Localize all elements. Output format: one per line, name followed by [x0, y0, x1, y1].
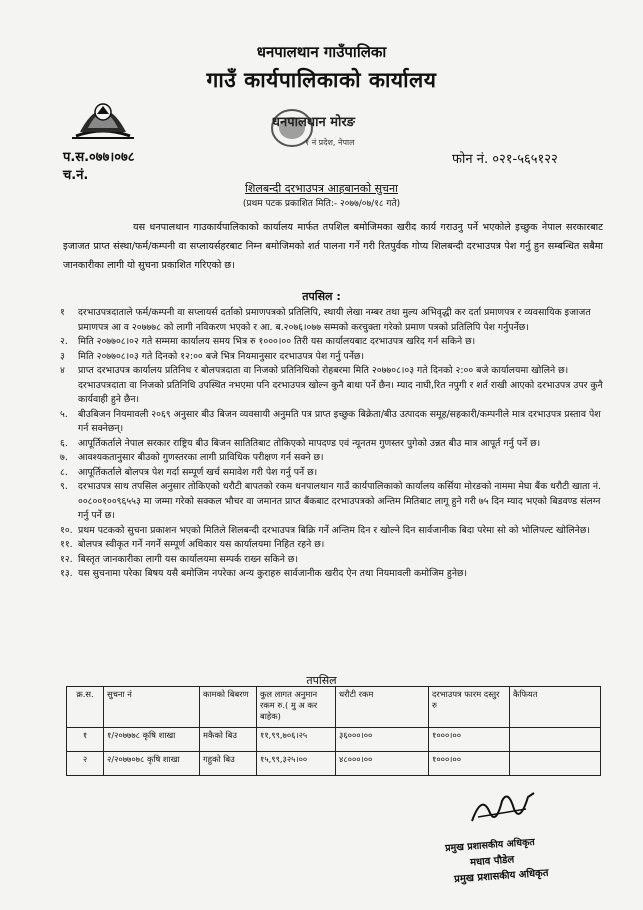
table-row [67, 728, 601, 752]
condition-text: दरभाउपत्रदाताले फर्म/कम्पनी वा सप्लायर्स दर्ताको प्रमाणपत्रको प्रतिलिपि, स्थायी लेखा नम्बर तथा मुल्य अभिवृद्धी कर दर्ता प्रमाणपत्र र व्यवसायिक इजाजत प्रमाणपत्र आ व २०७७७८ को लागी नविकरण भएको र आ. ब.२०७६।०७७ सम्मको करचुक्ता गरेको प्रमाण पत्रको प्रतिलिपि पेश गर्नुपर्नेछ। [78, 307, 591, 333]
col-header-sn: क्र.स. [67, 687, 104, 728]
condition-item [60, 480, 606, 524]
cell-sn: २ [67, 752, 104, 776]
condition-number: ६. [60, 437, 68, 449]
condition-item [60, 437, 606, 452]
phone-number: फोन नं. ०२१-५६५१२२ [452, 152, 558, 167]
cell-form-fee: १०००।०० [429, 728, 510, 752]
condition-text: बोलपत्र स्वीकृत गर्ने नगर्ने सम्पूर्ण अधिकार यस कार्यालयमा निहित रहने छ। [78, 539, 325, 550]
condition-item [60, 538, 606, 553]
col-header-deposit: धरौटी रकम [336, 687, 429, 728]
col-header-remarks: कैफियत [510, 687, 601, 728]
condition-number: ११. [60, 539, 73, 550]
signatory-title: प्रमुख प्रशासकीय अधिकृत [444, 836, 536, 855]
condition-text: बिस्तृत जानकारीका लागी यस कार्यालयमा सम्पर्क राख्न सकिने छ। [78, 553, 298, 565]
cell-estimate: ११,९९,७०६।२५ [257, 728, 336, 752]
condition-text: प्रथम पटकको सुचना प्रकाशन भएको मितिले शिलबन्दी दरभाउपत्र बिक्रि गर्ने अन्तिम दिन र खोल्ने दिन सार्वजानीक बिदा परेमा सो को भोलिपल्ट खोलिनेछ। [78, 524, 590, 536]
office-name: धनपालथान गाउँपालिका [256, 43, 387, 61]
stamp-subtext: १ नं प्रदेश, नेपाल [305, 138, 355, 147]
signature-scribble-icon [468, 787, 538, 827]
condition-number: १२. [60, 553, 73, 565]
notice-title: शिलबन्दी दरभाउपत्र आहबानको सुचना [245, 182, 398, 195]
condition-text: आपूर्तिकर्ताले नेपाल सरकार राष्ट्रिय बीउ बिजन सातितिबाट तोकिएको मापदण्ड एवं न्यूनतम गुणस्तर पुगेको उन्नत बीउ मात्र आपूर्त गर्नु पर्ने छ। [78, 437, 541, 449]
condition-item [60, 553, 606, 568]
cell-deposit: ४८०००।०० [336, 752, 429, 776]
condition-number: १ [60, 307, 65, 318]
cell-notice-no: १/२०७७७८ कृषि शाखा [104, 728, 200, 752]
condition-text: प्राप्त दरभाउपत्र कार्यालय प्रतिनिध र बोलपत्रदाता वा निजको प्रतिनिधिको रोहबरमा मिति २०७७०८।०३ गते दिनको २:०० बजे कार्यालयमा खोलिने छ। दरभाउपत्रदाता वा निजको प्रतिनिधि उपस्थित नभएमा पनि दरभाउपत्र खोल्न कुनै बाधा पर्ने छैन। म्याद नाघी,रित नपुगी र शर्त राखी आएको दरभाउपत्र उपर कुनै कार्यवाही हुने छैन। [78, 365, 603, 405]
col-header-work-desc: कामको बिबरण [200, 687, 257, 728]
condition-text: यस सुचनामा परेका बिषय यसै बमोजिम नपरेका अन्य कुराहरु सार्वजानीक खरीद ऐन तथा नियमावली कमोजिम हुनेछ। [78, 568, 468, 579]
table-row [67, 752, 601, 776]
cell-deposit: ३६०००।०० [336, 728, 429, 752]
condition-number: २. [60, 336, 68, 347]
notice-intro: यस धनपालथान गाउकार्यपालिकाको कार्यालय मार्फत तपशिल बमोजिमका खरीद कार्य गराउनु पर्ने भएकोले इच्छुक नेपाल सरकारबाट इजाजत प्राप्त संस्था/फर्म/कम्पनी वा सप्लायर्सहरबाट निम्न बमोजिमको शर्त पालना गर्ने गरी रितपुर्वक गोप्य शिलबन्दी दरभाउपत्र पेश गर्नु हुन सम्बन्धित सबैमा जानकारीका लागी यो सुचना प्रकाशित गरिएको छ। [63, 222, 603, 271]
condition-text: आपूर्तिकर्ताले बोलपत्र पेश गर्दा सम्पूर्ण खर्च समावेश गरी पेश गर्नु पर्ने छ। [78, 466, 318, 478]
col-header-estimate: कुल लागत अनुमान रकम रु.( मु अ कर बाहेक) [257, 687, 336, 728]
dispatch-number: च.नं. [63, 168, 89, 183]
condition-item [60, 451, 606, 466]
cell-notice-no: २/२०७७०७८ कृषि शाखा [104, 752, 200, 776]
condition-number: १३. [60, 568, 73, 579]
signatory-designation: प्रमुख प्रशासकीय अधिकृत [453, 867, 549, 886]
cell-remarks [510, 728, 601, 752]
condition-text: मिति २०७७०८।०३ गते दिनको १२:०० बजे भित्र नियमानुसार दरभाउपत्र पेश गर्नु पर्नेछ। [78, 350, 364, 362]
condition-number: ५. [60, 408, 68, 420]
condition-number: ७. [60, 452, 68, 463]
cell-estimate: १५,९९,३२५।०० [257, 752, 336, 776]
condition-number: ८. [60, 466, 68, 478]
condition-item [60, 364, 606, 408]
cell-sn: १ [67, 728, 104, 752]
condition-number: ३ [60, 350, 65, 362]
condition-item [60, 306, 606, 335]
conditions-list [60, 306, 606, 582]
condition-text: दरभाउपत्र साथ तपसिल अनुसार तोकिएको धरौटी बापतको रकम धनपालथान गाउँ कार्यपालिकाको कार्यालय कर्सिया मोरङको नाममा मेघा बैंक धरौटी खाता नं. ००८००१००९६५५३ मा जम्मा गरेको सक्कल भौचर वा जमानत प्राप्त बैंकबाट दरभाउपत्रको अन्तिम मितिबाट लागू हुने गरी ७५ दिन म्याद भएको बिडवण्ड संलग्न गर्नु पर्ने छ। [78, 481, 601, 521]
condition-text: आवश्यकतानुसार बीउको गुणस्तरका लागी प्राविधिक परीक्षण गर्न सक्ने छ। [78, 452, 324, 463]
reference-number: प.स.०७७।०७८ [63, 150, 135, 165]
signatory-name: मधाव पौडेल [469, 854, 515, 869]
col-header-notice-no: सुचना नं [104, 687, 200, 728]
table-header-row [67, 687, 601, 728]
condition-text: मिति २०७७०८।०२ गते सम्ममा कार्यालय समय भित्र रु १०००।०० तिरी यस कार्यालयबाट दरभाउपत्र खरिद गर्न सकिने छ। [78, 336, 476, 347]
condition-item [60, 524, 606, 539]
condition-number: १०. [60, 524, 73, 536]
condition-item [60, 567, 606, 582]
cell-form-fee: १०००।०० [429, 752, 510, 776]
condition-item [60, 335, 606, 350]
condition-item [60, 466, 606, 481]
cell-remarks [510, 752, 601, 776]
cell-work-desc: गहुको बिउ [200, 752, 257, 776]
stamp-text: धनपालथान मोरङ [272, 115, 355, 130]
condition-number: ९. [60, 481, 68, 492]
notice-subtitle: (प्रथम पटक प्रकाशित मिति:- २०७७/०७/१८ गते) [242, 199, 401, 209]
office-title: गाउँ कार्यपालिकाको कार्यालय [206, 68, 437, 92]
col-header-form-fee: दरभाउपत्र फारम दस्तुर रु [429, 687, 510, 728]
condition-item [60, 408, 606, 437]
tender-table [66, 686, 601, 776]
condition-item [60, 350, 606, 365]
cell-work-desc: मकैको बिउ [200, 728, 257, 752]
condition-text: बीउबिजन नियमावली २०६९ अनुसार बीउ बिजन व्यवसायी अनुमति पत्र प्राप्त इच्छुक बिक्रेता/बीउ उत्पादक समूह/सहकारी/कम्पनीले मात्र दरभाउपत्र प्रस्ताव पेश गर्न सक्नेछन्। [78, 408, 601, 434]
conditions-heading: तपसिल : [302, 290, 341, 303]
table-heading: तपसिल [306, 674, 337, 687]
condition-number: ४ [60, 365, 65, 376]
